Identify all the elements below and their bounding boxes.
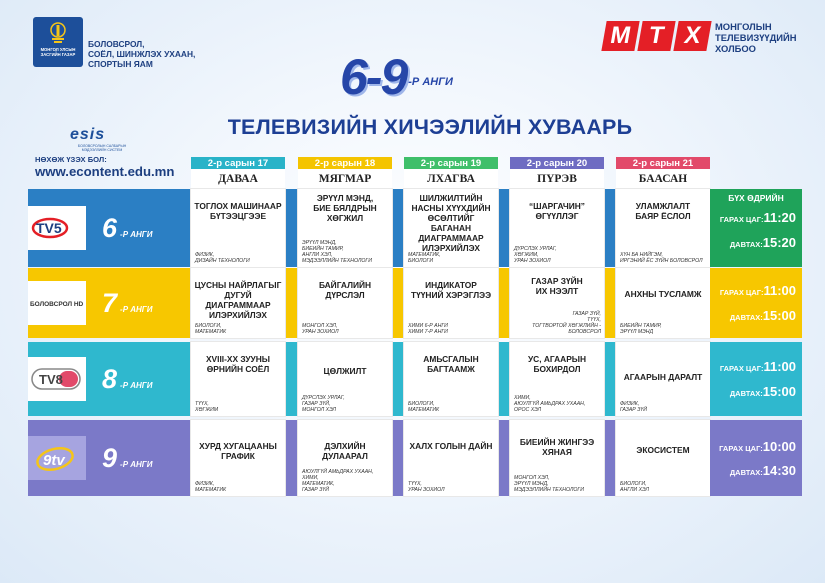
channel-tv8 bbox=[28, 344, 188, 414]
lesson-cell[interactable] bbox=[191, 268, 285, 338]
lesson-subjects: ФИЗИК, МАТЕМАТИК bbox=[195, 481, 227, 493]
grade-number: 7 bbox=[102, 287, 118, 318]
day-date: 2-р сарын 20 bbox=[510, 157, 604, 169]
lesson-cell[interactable] bbox=[616, 342, 710, 416]
lesson-topic: ХУРД ХУГАЦААНЫ ГРАФИК bbox=[199, 441, 277, 461]
lesson-subjects: БИОЛОГИ, АНГЛИ ХЭЛ bbox=[620, 481, 649, 493]
day-header-wednesday bbox=[404, 157, 498, 189]
time-box-grade-9 bbox=[710, 420, 802, 496]
lesson-subjects: БИЕИЙН ТАМИР, ЭРҮҮЛ МЭНД bbox=[620, 323, 662, 335]
lesson-subjects: ДҮРСЛЭХ УРЛАГ, ГАЗАР ЗҮЙ, МОНГОЛ ХЭЛ bbox=[302, 395, 345, 413]
repeat-time-value: 15:00 bbox=[762, 308, 796, 323]
lesson-cell[interactable] bbox=[616, 420, 710, 496]
lesson-topic: УЛАМЖЛАЛТ БАЯР ЁСЛОЛ bbox=[635, 201, 691, 221]
repeat-time bbox=[710, 234, 802, 252]
lesson-topic: ИНДИКАТОР ТҮҮНИЙ ХЭРЭГЛЭЭ bbox=[410, 280, 492, 300]
first-time-value: 10:00 bbox=[762, 439, 796, 454]
lesson-topic: АГААРЫН ДАРАЛТ bbox=[623, 372, 703, 382]
first-time bbox=[710, 438, 802, 456]
esis-subtitle: БОЛОВСРОЛЫН САЛБАРЫН МЭДЭЭЛЛИЙН СИСТЕМ bbox=[77, 144, 127, 152]
grade-range-title bbox=[340, 46, 540, 105]
lesson-cell[interactable] bbox=[191, 189, 285, 267]
first-time bbox=[710, 282, 802, 300]
channel-bolovsrol bbox=[28, 270, 188, 336]
day-name: БААСАН bbox=[616, 169, 710, 189]
lesson-cell[interactable] bbox=[404, 420, 498, 496]
lesson-topic: АНХНЫ ТУСЛАМЖ bbox=[624, 289, 702, 299]
lesson-cell[interactable] bbox=[510, 189, 604, 267]
channel-name: TV8 bbox=[39, 372, 63, 387]
lesson-subjects: МАТЕМАТИК, БИОЛОГИ bbox=[408, 252, 441, 264]
grade-number: 9 bbox=[102, 442, 118, 473]
day-name: ЛХАГВА bbox=[404, 169, 498, 189]
government-emblem bbox=[33, 17, 83, 67]
mtx-name-line: ХОЛБОО bbox=[715, 43, 756, 54]
lesson-cell[interactable] bbox=[298, 268, 392, 338]
grade-range: 6-9 bbox=[340, 49, 407, 105]
first-time-value: 11:00 bbox=[763, 359, 796, 374]
day-header-thursday bbox=[510, 157, 604, 189]
repeat-time-label: ДАВТАХ: bbox=[729, 389, 763, 398]
repeat-time bbox=[710, 383, 802, 401]
repeat-time-value: 15:20 bbox=[762, 235, 796, 250]
lesson-topic: ДЭЛХИЙН ДУЛААРАЛ bbox=[322, 441, 368, 461]
repeat-time-label: ДАВТАХ: bbox=[729, 313, 763, 322]
lesson-topic: ЦУСНЫ НАЙРЛАГЫГ ДУГУЙ ДИАГРАММААР ИЛЭРХИЙЛЭХ bbox=[194, 280, 282, 320]
grade-label bbox=[102, 364, 152, 395]
repeat-time-label: ДАВТАХ: bbox=[729, 240, 763, 249]
repeat-time-value: 15:00 bbox=[762, 384, 796, 399]
lesson-topic: БАЙГАЛИЙН ДҮРСЛЭЛ bbox=[318, 280, 372, 300]
first-time-label: ГАРАХ ЦАГ: bbox=[719, 364, 764, 373]
lesson-topic: “ШАРГАЧИН” ӨГҮҮЛЛЭГ bbox=[528, 201, 585, 221]
lesson-topic: ГАЗАР ЗҮЙН ИХ НЭЭЛТ bbox=[531, 276, 583, 296]
first-time-value: 11:20 bbox=[763, 210, 796, 225]
emblem-caption: МОНГОЛ УЛСЫН ЗАСГИЙН ГАЗАР bbox=[40, 47, 76, 57]
lesson-cell[interactable] bbox=[191, 342, 285, 416]
mtx-logo bbox=[604, 21, 710, 55]
lesson-topic: ШИЛЖИЛТИЙН НАСНЫ ХҮҮХДИЙН ӨСӨЛТИЙГ БАГАНАН ДИАГРАММААР ИЛЭРХИЙЛЭХ bbox=[411, 193, 491, 253]
repeat-time-value: 14:30 bbox=[762, 463, 796, 478]
lesson-topic: ХАЛХ ГОЛЫН ДАЙН bbox=[409, 441, 493, 451]
first-time-label: ГАРАХ ЦАГ: bbox=[719, 444, 763, 453]
channel-name: БОЛОВСРОЛ HD bbox=[30, 301, 84, 308]
day-date: 2-р сарын 18 bbox=[298, 157, 392, 169]
lesson-topic: БИЕИЙН ЖИНГЭЭ ХЯНАЯ bbox=[519, 437, 595, 457]
all-days-label: БҮХ ӨДРИЙН bbox=[728, 193, 784, 203]
lesson-subjects: МОНГОЛ ХЭЛ, ЭРҮҮЛ МЭНД, МЭДЭЭЛЛИЙН ТЕХНОЛОГИ bbox=[514, 475, 584, 493]
day-date: 2-р сарын 19 bbox=[404, 157, 498, 169]
grade-suffix: -Р АНГИ bbox=[120, 459, 153, 469]
ministry-name: БОЛОВСРОЛ, СОЁЛ, ШИНЖЛЭХ УХААН, СПОРТЫН ЯАМ bbox=[88, 39, 196, 69]
grade-label bbox=[102, 213, 152, 244]
channel-name: 9tv bbox=[43, 452, 65, 469]
lesson-subjects: ФИЗИК, ДИЗАЙН ТЕХНОЛОГИ bbox=[195, 252, 250, 264]
lesson-cell[interactable] bbox=[616, 268, 710, 338]
first-time bbox=[710, 209, 802, 227]
lesson-topic: ЦӨЛЖИЛТ bbox=[323, 366, 367, 376]
lesson-cell[interactable] bbox=[191, 420, 285, 496]
lesson-cell[interactable] bbox=[404, 189, 498, 267]
lesson-subjects: ТҮҮХ, УРАН ЗОХИОЛ bbox=[408, 481, 445, 493]
lesson-cell[interactable] bbox=[510, 268, 604, 338]
mtx-name-line: МОНГОЛЫН bbox=[715, 21, 772, 32]
bolovsrol-logo-icon bbox=[28, 281, 86, 325]
lesson-subjects: АЮУЛГҮЙ АМЬДРАХ УХААН, ХИМИ, МАТЕМАТИК, ГАЗАР ЗҮЙ bbox=[302, 469, 374, 493]
day-date: 2-р сарын 21 bbox=[616, 157, 710, 169]
mtx-letter: Х bbox=[673, 21, 711, 51]
mtx-letter: М bbox=[601, 21, 639, 51]
time-box-grade-7 bbox=[710, 268, 802, 338]
day-header-friday bbox=[616, 157, 710, 189]
tv8-logo-icon bbox=[28, 357, 86, 401]
day-name: ДАВАА bbox=[191, 169, 285, 189]
lesson-subjects: МОНГОЛ ХЭЛ, УРАН ЗОХИОЛ bbox=[302, 323, 339, 335]
grade-suffix: -Р АНГИ bbox=[120, 304, 153, 314]
lesson-topic: ЭРҮҮЛ МЭНД, БИЕ БЯЛДРЫН ХӨГЖИЛ bbox=[313, 193, 377, 223]
soyombo-icon bbox=[47, 21, 69, 45]
time-box-grade-6 bbox=[710, 189, 802, 267]
lesson-cell[interactable] bbox=[616, 189, 710, 267]
site-url-link[interactable]: www.econtent.edu.mn bbox=[35, 164, 175, 179]
lesson-cell[interactable] bbox=[510, 342, 604, 416]
repeat-time-label: ДАВТАХ: bbox=[729, 468, 763, 477]
channel-9tv bbox=[28, 422, 188, 494]
lesson-topic: ЭКОСИСТЕМ bbox=[636, 445, 690, 455]
lesson-subjects: ЭРҮҮЛ МЭНД, БИЕИЙН ТАМИР, АНГЛИ ХЭЛ, МЭДЭЭЛЛИЙН ТЕХНОЛОГИ bbox=[302, 240, 372, 264]
first-time-label: ГАРАХ ЦАГ: bbox=[719, 288, 764, 297]
lesson-cell[interactable] bbox=[510, 420, 604, 496]
lesson-cell[interactable] bbox=[298, 342, 392, 416]
lesson-cell[interactable] bbox=[298, 189, 392, 267]
lesson-topic: УС, АГААРЫН БОХИРДОЛ bbox=[527, 354, 587, 374]
lesson-subjects: ХИМИ, АЮУЛГҮЙ АМЬДРАХ УХААН, ОРОС ХЭЛ bbox=[514, 395, 586, 413]
grade-label bbox=[102, 288, 152, 319]
channel-name: TV5 bbox=[36, 220, 62, 236]
channel-tv5 bbox=[28, 190, 188, 266]
page-title: ТЕЛЕВИЗИЙН ХИЧЭЭЛИЙН ХУВААРЬ bbox=[227, 115, 633, 139]
repeat-time bbox=[710, 307, 802, 325]
lesson-cell[interactable] bbox=[404, 342, 498, 416]
lesson-topic: ТОГЛОХ МАШИНААР БҮТЭЭЦГЭЭЕ bbox=[194, 201, 282, 221]
lesson-subjects: ДҮРСЛЭХ УРЛАГ, ХӨГЖИМ, УРАН ЗОХИОЛ bbox=[514, 246, 557, 264]
lesson-topic: АМЬСГАЛЫН БАГТААМЖ bbox=[423, 354, 479, 374]
grade-label bbox=[102, 443, 152, 474]
grade-suffix: -Р АНГИ bbox=[408, 76, 453, 88]
day-header-monday bbox=[191, 157, 285, 189]
lesson-cell[interactable] bbox=[404, 268, 498, 338]
lesson-subjects: БИОЛОГИ, МАТЕМАТИК bbox=[195, 323, 227, 335]
lesson-subjects: БИОЛОГИ, МАТЕМАТИК bbox=[408, 401, 440, 413]
tv5-logo-icon bbox=[28, 206, 86, 250]
first-time bbox=[710, 358, 802, 376]
grade-number: 8 bbox=[102, 363, 118, 394]
day-date: 2-р сарын 17 bbox=[191, 157, 285, 169]
first-time-label: ГАРАХ ЦАГ: bbox=[719, 215, 764, 224]
day-name: ПҮРЭВ bbox=[510, 169, 604, 189]
lesson-subjects: ТҮҮХ, ХӨГЖИМ bbox=[195, 401, 219, 413]
lesson-subjects: ФИЗИК, ГАЗАР ЗҮЙ bbox=[620, 401, 647, 413]
day-name: МЯГМАР bbox=[298, 169, 392, 189]
lesson-topic: XVIII-XX ЗУУНЫ ӨРНИЙН СОЁЛ bbox=[205, 354, 271, 374]
mtx-name bbox=[715, 21, 815, 54]
time-box-grade-8 bbox=[710, 342, 802, 416]
site-label: НӨХӨЖ ҮЗЭХ БОЛ: bbox=[35, 155, 107, 164]
mtx-name-line: ТЕЛЕВИЗҮҮДИЙН bbox=[715, 32, 797, 43]
repeat-time bbox=[710, 462, 802, 480]
grade-suffix: -Р АНГИ bbox=[120, 380, 153, 390]
lesson-subjects: ХИМИ 6-Р АНГИ ХИМИ 7-Р АНГИ bbox=[408, 323, 448, 335]
day-header-tuesday bbox=[298, 157, 392, 189]
esis-logo: esis bbox=[70, 126, 106, 143]
9tv-logo-icon bbox=[28, 436, 86, 480]
grade-number: 6 bbox=[102, 212, 118, 243]
lesson-subjects: ГАЗАР ЗҮЙ, ТҮҮХ, ТОГТВОРТОЙ ХӨГЖЛИЙН - БОЛОВСРОЛ bbox=[532, 311, 601, 335]
mtx-letter: Т bbox=[637, 21, 675, 51]
first-time-value: 11:00 bbox=[763, 283, 796, 298]
grade-suffix: -Р АНГИ bbox=[120, 229, 153, 239]
lesson-cell[interactable] bbox=[298, 420, 392, 496]
lesson-subjects: ХҮН БА НИЙГЭМ, ИРГЭНИЙ ЁС ЗҮЙН БОЛОВСРОЛ bbox=[620, 252, 703, 264]
